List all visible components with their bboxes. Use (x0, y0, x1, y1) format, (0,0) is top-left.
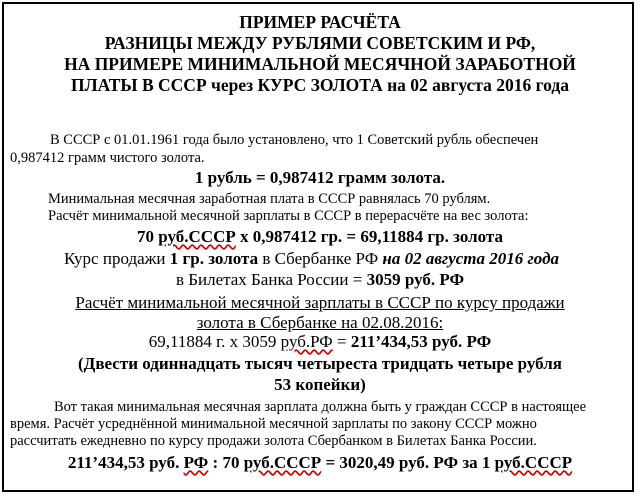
calc2-part: = (332, 332, 351, 351)
salary-calc (0, 331, 640, 352)
final-part: = 3020,49 руб. РФ за 1 (321, 453, 495, 472)
final-currency: руб.СССР (243, 453, 322, 472)
title-line-3: НА ПРИМЕРЕ МИНИМАЛЬНОЙ МЕСЯЧНОЙ ЗАРАБОТНОЙ (64, 54, 576, 74)
min-wage-text: Минимальная месячная заработная плата в СССР равнялась 70 рублям. (48, 191, 491, 207)
calc1-part: х 0,987412 гр. = 69,11884 гр. золота (235, 227, 503, 246)
sale-rate-line-1 (64, 248, 559, 269)
calc-intro: Расчёт минимальной месячной зарплаты в СССР в перерасчёте на вес золота: (48, 208, 529, 224)
title-line-1: ПРИМЕР РАСЧЁТА (239, 12, 401, 32)
conclusion-line-2: время. Расчёт усреднённой минимальной месячной зарплаты по закону СССР можно (10, 416, 537, 432)
calc2-currency: руб.РФ (280, 332, 333, 351)
sale-rate-line-2 (0, 269, 640, 290)
intro-line-2: 0,987412 грамм чистого золота. (10, 150, 205, 166)
calc2-heading-line-1: Расчёт минимальной месячной зарплаты в СССР по курсу продажи (75, 293, 565, 312)
conclusion-line-1: Вот такая минимальная месячная зарплата должна быть у граждан СССР в настоящее (53, 399, 587, 415)
sale-rate-price: 3059 руб. РФ (366, 270, 465, 289)
calc2-result: 211’434,53 руб. РФ (350, 332, 492, 351)
sale-rate-date: на 02 августа 2016 года (382, 249, 559, 268)
final-part: 211’434,53 руб. (67, 453, 184, 472)
document-title (0, 12, 640, 96)
amount-in-words-line-1: (Двести одиннадцать тысяч четыреста тридцать четыре рубля (78, 354, 562, 373)
sale-rate-part: Курс продажи (64, 249, 170, 268)
final-result (0, 452, 640, 473)
rate-equation: 1 рубль = 0,987412 грамм золота. (194, 168, 446, 187)
sale-rate-part: 1 гр. золота (169, 249, 259, 268)
title-line-2: РАЗНИЦЫ МЕЖДУ РУБЛЯМИ СОВЕТСКИМ И РФ, (104, 33, 536, 53)
final-currency: РФ (183, 453, 209, 472)
calc1-part: 70 (137, 227, 159, 246)
title-line-4: ПЛАТЫ В СССР через КУРС ЗОЛОТА на 02 августа 2016 года (71, 75, 569, 95)
calc1-currency: руб.СССР (158, 227, 236, 246)
calc2-heading-line-2: золота в Сбербанке на 02.08.2016: (196, 313, 444, 332)
calc2-part: 69,11884 г. х 3059 (148, 332, 281, 351)
final-part: : 70 (208, 453, 244, 472)
sale-rate-part: в Билетах Банка России = (175, 270, 367, 289)
conclusion-line-3: рассчитать ежедневно по курсу продажи золота Сбербанком в Билетах Банка России. (10, 433, 537, 449)
sale-rate-part: в Сбербанке РФ (258, 249, 383, 268)
intro-line-1: В СССР с 01.01.1961 года было установлено, что 1 Советский рубль обеспечен (50, 132, 539, 148)
amount-in-words-line-2: 53 копейки) (274, 375, 366, 394)
final-currency: руб.СССР (494, 453, 573, 472)
gold-weight-calc (0, 226, 640, 247)
